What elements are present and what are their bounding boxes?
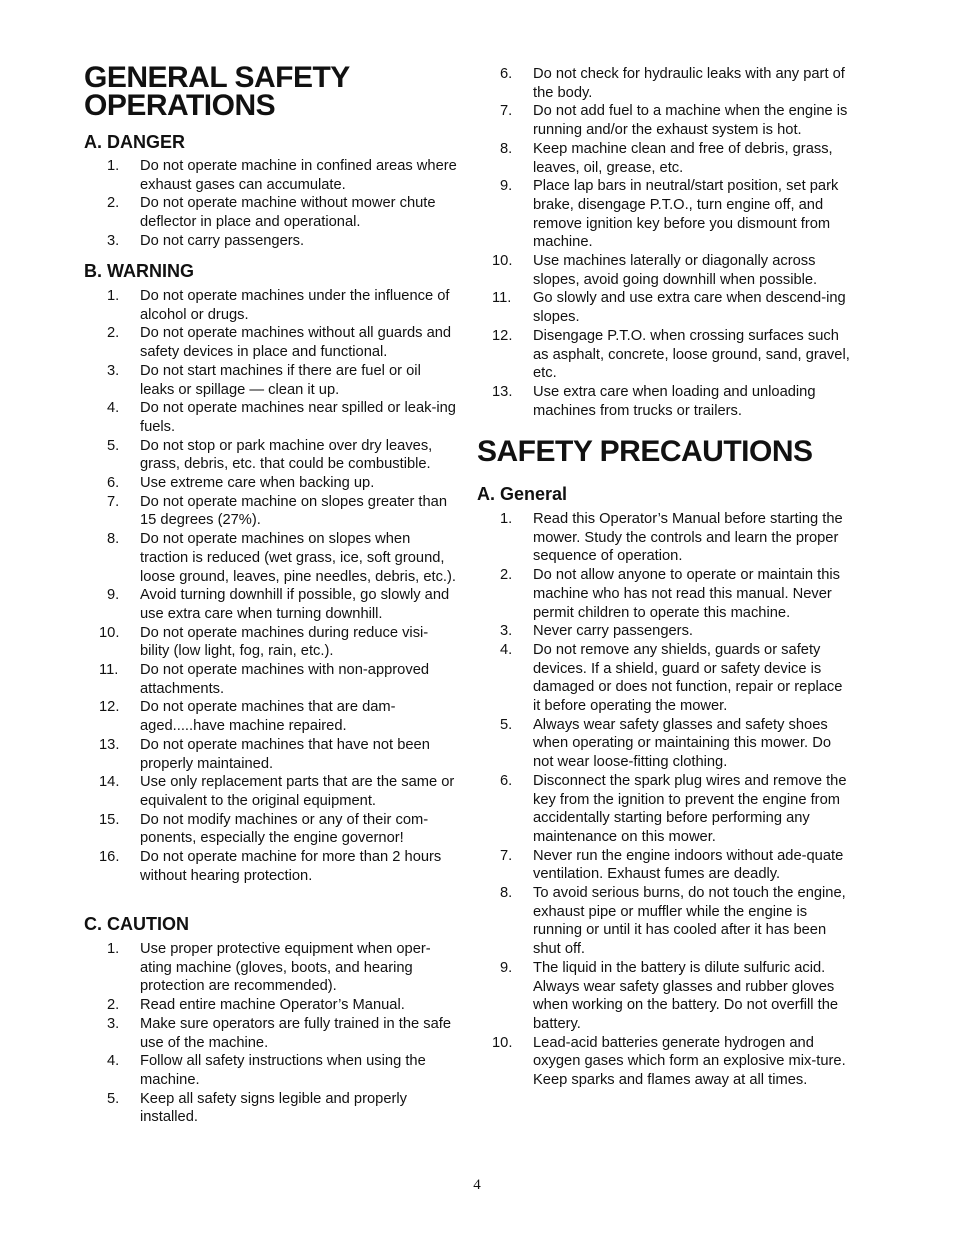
list-item xyxy=(500,566,852,622)
list-item-text: Do not modify machines or any of their com-ponents, especially the engine governor! xyxy=(140,811,429,847)
list-item-text: Do not operate machine on slopes greater than 15 degrees (27%). xyxy=(140,493,448,529)
list-item xyxy=(492,289,852,326)
list-item-number: 4. xyxy=(107,400,120,417)
list-item-number: 8. xyxy=(500,140,513,157)
list-item-text: Always wear safety glasses and safety shoes when operating or maintaining this mower. Do not wear loose-fitting clothing. xyxy=(533,716,831,771)
list-item-number: 1. xyxy=(107,288,120,304)
list-item xyxy=(500,772,852,847)
list-item-number: 2. xyxy=(500,567,513,584)
list-item-text: Use proper protective equipment when oper-ating machine (gloves, boots, and hearing protection are recommended). xyxy=(140,941,431,995)
list-item-number: 13. xyxy=(99,736,120,753)
list-item-number: 6. xyxy=(107,475,120,492)
list-item xyxy=(107,474,457,493)
list-item-text: Lead-acid batteries generate hydrogen and oxygen gases which form an explosive mix-ture. Keep sparks and flames away at all times. xyxy=(533,1034,846,1089)
list-item-number: 1. xyxy=(500,511,513,527)
list-item-number: 10. xyxy=(99,624,120,641)
general-list xyxy=(492,510,852,1090)
safety-precautions-title: SAFETY PRECAUTIONS xyxy=(477,435,813,468)
list-item xyxy=(500,65,852,102)
list-item-number: 1. xyxy=(107,158,120,174)
general-heading: A. General xyxy=(477,484,568,504)
list-item-text: The liquid in the battery is dilute sulfuric acid. Always wear safety glasses and rubber gloves when working on the battery. Do not overfill the battery. xyxy=(533,959,839,1032)
list-item xyxy=(500,102,852,139)
list-item xyxy=(492,1034,852,1090)
list-item xyxy=(107,157,457,194)
list-item-text: Do not operate machines that are dam-aged.....have machine repaired. xyxy=(140,699,396,735)
list-item-number: 7. xyxy=(500,103,513,120)
list-item-text: Do not add fuel to a machine when the engine is running and/or the exhaust system is hot. xyxy=(533,103,848,139)
list-item xyxy=(500,641,852,716)
list-item xyxy=(500,959,852,1034)
list-item-text: Follow all safety instructions when using the machine. xyxy=(140,1053,426,1088)
list-item xyxy=(107,287,457,324)
list-item-text: Avoid turning downhill if possible, go slowly and use extra care when turning downhill. xyxy=(140,587,450,622)
list-item-text: Do not operate machines with non-approved attachments. xyxy=(140,662,430,697)
list-item xyxy=(500,510,852,566)
list-item-number: 10. xyxy=(492,1034,513,1051)
list-item xyxy=(500,847,852,884)
list-item xyxy=(99,624,457,661)
list-item-number: 3. xyxy=(107,362,120,379)
list-item-number: 7. xyxy=(107,493,120,510)
list-item-text: Do not operate machines under the influence of alcohol or drugs. xyxy=(140,288,450,323)
list-item-number: 11. xyxy=(99,662,119,679)
list-item-number: 16. xyxy=(99,849,120,866)
list-item-text: Disconnect the spark plug wires and remove the key from the ignition to prevent the engine from accidentally starting before performing any maintenance on this mower. xyxy=(533,772,847,845)
list-item-number: 8. xyxy=(107,531,120,548)
list-item-number: 12. xyxy=(492,327,513,344)
caution-list xyxy=(107,940,457,1127)
list-item-text: Do not allow anyone to operate or maintain this machine who has not read this manual. Never permit children to operate this machine. xyxy=(533,567,840,621)
list-item-text: Keep all safety signs legible and properly installed. xyxy=(140,1090,407,1126)
list-item-number: 10. xyxy=(492,253,513,270)
list-item xyxy=(492,383,852,420)
list-item xyxy=(500,716,852,772)
list-item-text: Do not carry passengers. xyxy=(140,232,305,249)
list-item-number: 7. xyxy=(500,847,513,864)
list-item xyxy=(492,327,852,383)
caution-heading: C. CAUTION xyxy=(84,914,189,934)
list-item xyxy=(107,1052,457,1089)
list-item xyxy=(500,884,852,959)
list-item xyxy=(107,362,457,399)
list-item-text: Disengage P.T.O. when crossing surfaces such as asphalt, concrete, loose ground, sand, gravel, etc. xyxy=(533,327,850,382)
page-number: 4 xyxy=(473,1177,481,1193)
list-item-number: 3. xyxy=(107,1015,120,1032)
page-title-line2: OPERATIONS xyxy=(84,89,276,122)
list-item xyxy=(107,1015,457,1052)
list-item-text: Do not operate machines on slopes when traction is reduced (wet grass, ice, soft ground, loose ground, leaves, pine needles, debris, etc.). xyxy=(140,531,456,585)
list-item-text: Do not stop or park machine over dry leaves, grass, debris, etc. that could be combustible. xyxy=(140,437,433,473)
list-item xyxy=(500,140,852,177)
continued-warning-list xyxy=(492,65,852,420)
list-item-text: Use machines laterally or diagonally across slopes, avoid going downhill when possible. xyxy=(533,253,818,288)
list-item-number: 12. xyxy=(99,699,120,716)
list-item-number: 2. xyxy=(107,997,120,1014)
list-item-text: Place lap bars in neutral/start position, set park brake, disengage P.T.O., turn engine off, and remove ignition key before you dismount from machine. xyxy=(533,178,839,251)
list-item-number: 3. xyxy=(500,623,513,640)
list-item xyxy=(107,530,457,586)
list-item-text: Read entire machine Operator’s Manual. xyxy=(140,997,405,1014)
list-item-number: 4. xyxy=(500,641,513,658)
list-item-text: Do not operate machine in confined areas where exhaust gases can accumulate. xyxy=(140,158,457,193)
list-item-text: Do not operate machines without all guards and safety devices in place and functional. xyxy=(140,325,452,361)
list-item-text: Use extra care when loading and unloading machines from trucks or trailers. xyxy=(533,383,816,419)
list-item xyxy=(99,698,457,735)
list-item xyxy=(107,996,457,1015)
list-item-text: Read this Operator’s Manual before starting the mower. Study the controls and learn the proper sequence of operation. xyxy=(533,511,843,565)
page-title xyxy=(84,61,460,122)
list-item xyxy=(107,399,457,436)
list-item xyxy=(500,622,852,641)
warning-heading: B. WARNING xyxy=(84,261,194,281)
list-item-text: Do not operate machine without mower chute deflector in place and operational. xyxy=(140,195,436,231)
list-item-number: 8. xyxy=(500,885,513,902)
list-item xyxy=(99,773,457,810)
list-item xyxy=(107,324,457,361)
list-item-number: 5. xyxy=(107,1090,120,1107)
list-item-number: 2. xyxy=(107,325,120,342)
list-item xyxy=(107,194,457,231)
list-item-number: 3. xyxy=(107,232,120,249)
list-item-text: Use only replacement parts that are the same or equivalent to the original equipment. xyxy=(140,774,455,809)
list-item-number: 14. xyxy=(99,774,120,791)
list-item-number: 2. xyxy=(107,195,120,212)
list-item-number: 11. xyxy=(492,290,512,307)
list-item-number: 6. xyxy=(500,772,513,789)
list-item xyxy=(107,1090,457,1127)
list-item-text: To avoid serious burns, do not touch the engine, exhaust pipe or muffler while the engine is running or until it has cooled after it has been shut off. xyxy=(533,885,846,958)
danger-heading: A. DANGER xyxy=(84,132,186,152)
list-item xyxy=(107,493,457,530)
list-item-text: Use extreme care when backing up. xyxy=(140,475,375,492)
list-item xyxy=(500,177,852,252)
list-item-number: 4. xyxy=(107,1053,120,1070)
list-item-number: 9. xyxy=(500,178,513,195)
list-item-text: Keep machine clean and free of debris, grass, leaves, oil, grease, etc. xyxy=(533,140,833,176)
list-item xyxy=(99,736,457,773)
list-item xyxy=(492,252,852,289)
list-item-text: Do not operate machines near spilled or leak-ing fuels. xyxy=(140,400,456,435)
list-item-number: 5. xyxy=(500,716,513,733)
list-item-text: Never carry passengers. xyxy=(533,623,693,640)
danger-list xyxy=(107,157,457,251)
list-item-number: 9. xyxy=(107,587,120,604)
list-item-number: 6. xyxy=(500,66,513,82)
list-item-text: Go slowly and use extra care when descend-ing slopes. xyxy=(533,290,846,326)
list-item-number: 13. xyxy=(492,383,513,400)
list-item xyxy=(107,586,457,623)
list-item-text: Never run the engine indoors without ade-quate ventilation. Exhaust fumes are deadly. xyxy=(533,847,844,883)
list-item xyxy=(99,661,457,698)
list-item-number: 15. xyxy=(99,811,120,828)
warning-list xyxy=(99,287,457,886)
list-item-text: Make sure operators are fully trained in the safe use of the machine. xyxy=(140,1015,452,1051)
list-item-text: Do not operate machines that have not been properly maintained. xyxy=(140,736,430,772)
list-item-number: 1. xyxy=(107,941,120,957)
list-item-text: Do not start machines if there are fuel or oil leaks or spillage — clean it up. xyxy=(140,362,421,398)
list-item-text: Do not check for hydraulic leaks with any part of the body. xyxy=(533,66,845,101)
list-item xyxy=(107,437,457,474)
list-item xyxy=(99,811,457,848)
list-item xyxy=(107,232,457,251)
list-item xyxy=(107,940,457,996)
list-item xyxy=(99,848,457,885)
list-item-text: Do not remove any shields, guards or safety devices. If a shield, guard or safety device is damaged or does not function, repair or replace it before operating the mower. xyxy=(533,641,843,715)
list-item-text: Do not operate machines during reduce visi-bility (low light, fog, rain, etc.). xyxy=(140,624,429,660)
page-title-line1: GENERAL SAFETY xyxy=(84,61,350,94)
list-item-number: 5. xyxy=(107,437,120,454)
list-item-text: Do not operate machine for more than 2 hours without hearing protection. xyxy=(140,849,442,884)
list-item-number: 9. xyxy=(500,959,513,976)
